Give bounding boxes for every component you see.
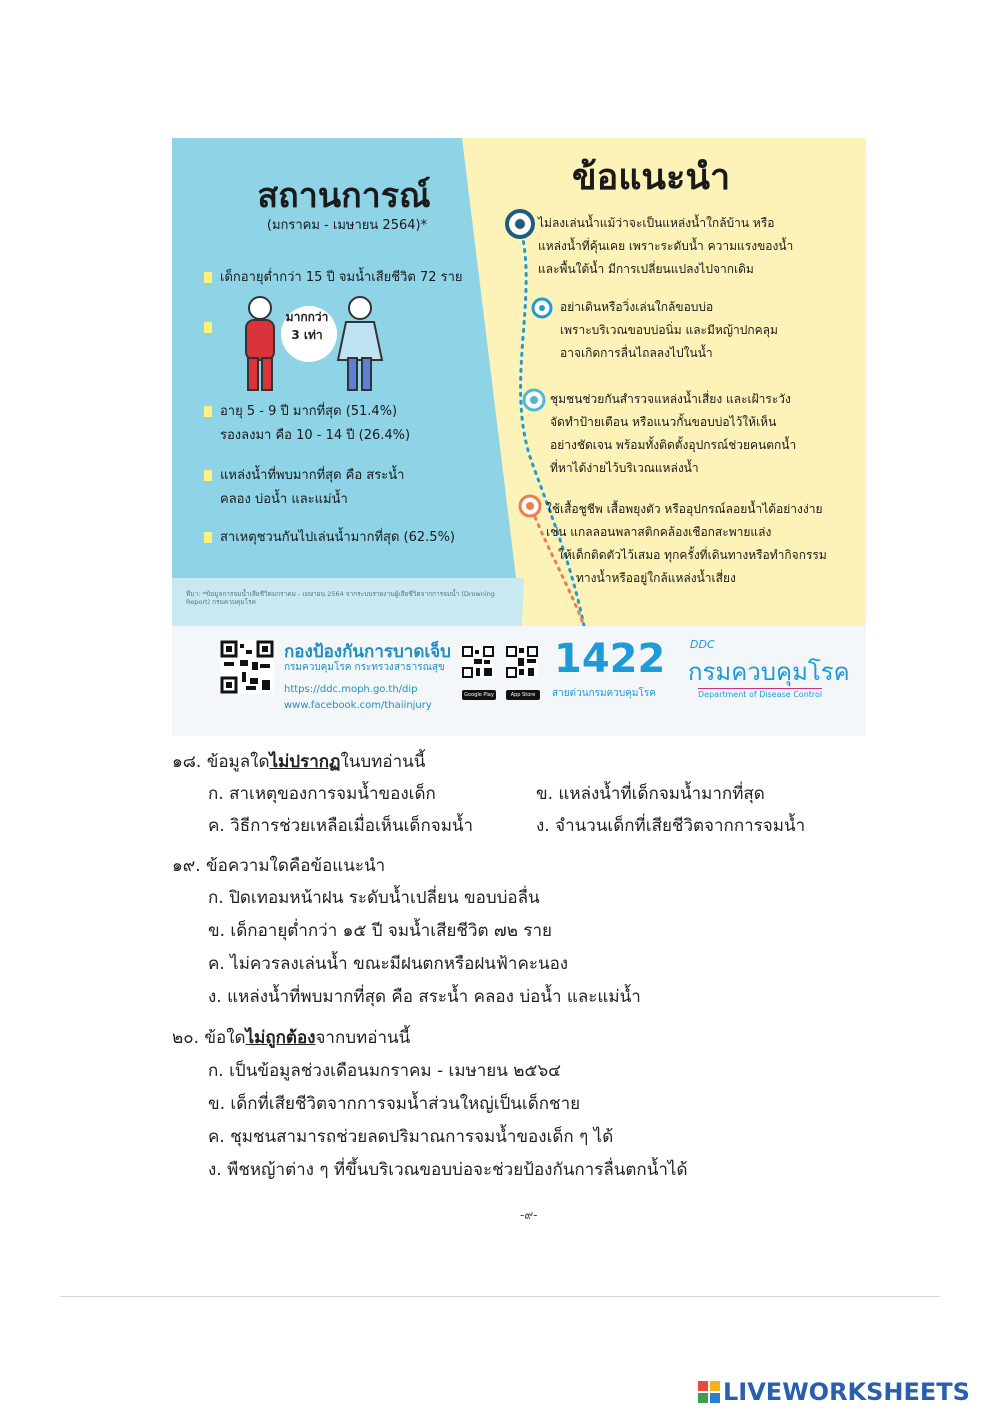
- department-subtitle: กรมควบคุมโรค กระทรวงสาธารณสุข: [284, 662, 445, 673]
- question-19-option-d[interactable]: ง. แหล่งน้ำที่พบมากที่สุด คือ สระน้ำ คลอง บ่อน้ำ และแม่น้ำ: [208, 987, 641, 1007]
- bullet-icon: [204, 406, 212, 417]
- question-20-option-b[interactable]: ข. เด็กที่เสียชีวิตจากการจมน้ำส่วนใหญ่เป็นเด็กชาย: [208, 1094, 581, 1114]
- people-ratio-label: มากกว่า 3 เท่า: [285, 310, 329, 342]
- hotline-number: 1422: [554, 636, 666, 682]
- department-website-link[interactable]: https://ddc.moph.go.th/dip: [284, 684, 418, 695]
- advice-item: ใช้เสื้อชูชีพ เสื้อพยุงตัว หรืออุปกรณ์ลอยน้ำได้อย่างง่าย เช่น แกลลอนพลาสติกคล้องเชือกสะพายแล่ง ให้เด็กติดตัวไว้เสมอ ทุกครั้งที่เดินทางหรือทำกิจกรรม ทางน้ำหรืออยู่ใกล้แหล่งน้ำเสี่ยง: [546, 502, 827, 585]
- liveworksheets-mark-icon: [698, 1381, 720, 1403]
- ddc-english-name: Department of Disease Control: [698, 690, 823, 699]
- app-store-badge[interactable]: App Store: [506, 690, 540, 700]
- situation-item: สาเหตุชวนกันไปเล่นน้ำมากที่สุด (62.5%): [204, 526, 455, 550]
- question-20-option-c[interactable]: ค. ชุมชนสามารถช่วยลดปริมาณการจมน้ำของเด็ก ๆ ได้: [208, 1127, 614, 1147]
- advice-item: ชุมชนช่วยกันสำรวจแหล่งน้ำเสี่ยง และเฝ้าระวัง จัดทำป้ายเตือน หรือแนวกั้นขอบบ่อไว้ให้เห็น อย่างชัดเจน พร้อมทั้งติดตั้งอุปกรณ์ช่วยคนตกน้ำ ที่หาได้ง่ายไว้บริเวณแหล่งน้ำ: [550, 392, 797, 475]
- question-20-option-a[interactable]: ก. เป็นข้อมูลช่วงเดือนมกราคม - เมษายน ๒๕๖๔: [208, 1061, 562, 1081]
- situation-item: เด็กอายุต่ำกว่า 15 ปี จมน้ำเสียชีวิต 72 ราย: [204, 266, 463, 290]
- question-18-option-a[interactable]: ก. สาเหตุของการจมน้ำของเด็ก: [208, 784, 436, 804]
- question-18-stem: ๑๘. ข้อมูลใดไม่ปรากฏในบทอ่านนี้: [172, 752, 426, 772]
- source-note: ที่มา: *ข้อมูลการจมน้ำเสียชีวิตมกราคม - เมษายน 2564 จากระบบรายงานผู้เสียชีวิตจากการจมน้ำ (Drowning Report) กรมควบคุมโรค: [186, 590, 495, 606]
- ddc-logo-name: กรมควบคุมโรค: [688, 658, 850, 686]
- divider: [60, 1296, 940, 1297]
- page-number: -๙-: [520, 1208, 538, 1222]
- advice-title: ข้อแนะนำ: [572, 157, 731, 198]
- bullet-icon: [204, 322, 212, 333]
- question-19-option-b[interactable]: ข. เด็กอายุต่ำกว่า ๑๕ ปี จมน้ำเสียชีวิต ๗๒ ราย: [208, 921, 552, 941]
- question-20-option-d[interactable]: ง. พืชหญ้าต่าง ๆ ที่ขึ้นบริเวณขอบบ่อจะช่วยป้องกันการลื่นตกน้ำได้: [208, 1160, 688, 1180]
- situation-subtitle: (มกราคม - เมษายน 2564)*: [266, 218, 428, 233]
- question-18-option-b[interactable]: ข. แหล่งน้ำที่เด็กจมน้ำมากที่สุด: [536, 784, 765, 804]
- bullet-icon: [204, 470, 212, 481]
- question-19-option-a[interactable]: ก. ปิดเทอมหน้าฝน ระดับน้ำเปลี่ยน ขอบบ่อลื่น: [208, 888, 540, 908]
- department-facebook-link[interactable]: www.facebook.com/thaiinjury: [284, 700, 432, 711]
- question-19-stem: ๑๙. ข้อความใดคือข้อแนะนำ: [172, 856, 386, 876]
- situation-title: สถานการณ์: [257, 176, 431, 216]
- bullet-icon: [204, 532, 212, 543]
- question-18-option-c[interactable]: ค. วิธีการช่วยเหลือเมื่อเห็นเด็กจมน้ำ: [208, 816, 474, 836]
- infographic-poster: [172, 138, 866, 736]
- question-18-option-d[interactable]: ง. จำนวนเด็กที่เสียชีวิตจากการจมน้ำ: [536, 816, 806, 836]
- qr-code-icon: [506, 646, 538, 678]
- liveworksheets-logo: LIVEWORKSHEETS: [698, 1378, 970, 1406]
- qr-code-icon: [220, 640, 274, 694]
- department-name: กองป้องกันการบาดเจ็บ: [284, 642, 451, 662]
- question-19-option-c[interactable]: ค. ไม่ควรลงเล่นน้ำ ขณะมีฝนตกหรือฝนฟ้าคะนอง: [208, 954, 569, 974]
- google-play-badge[interactable]: Google Play: [462, 690, 496, 700]
- ddc-abbreviation: DDC: [690, 638, 715, 651]
- advice-item: ไม่ลงเล่นน้ำแม้ว่าจะเป็นแหล่งน้ำใกล้บ้าน หรือ แหล่งน้ำที่คุ้นเคย เพราะระดับน้ำ ความแรงของน้ำ และพื้นใต้น้ำ มีการเปลี่ยนแปลงไปจากเดิม: [538, 216, 794, 276]
- hotline-label: สายด่วนกรมควบคุมโรค: [552, 688, 656, 699]
- situation-item: แหล่งน้ำที่พบมากที่สุด คือ สระน้ำ คลอง บ่อน้ำ และแม่น้ำ: [204, 464, 404, 512]
- advice-item: อย่าเดินหรือวิ่งเล่นใกล้ขอบบ่อ เพราะบริเวณขอบบ่อนิ่ม และมีหญ้าปกคลุม อาจเกิดการลื่นไถลลงไปในน้ำ: [560, 300, 778, 360]
- qr-code-icon: [462, 646, 494, 678]
- question-20-stem: ๒๐. ข้อใดไม่ถูกต้องจากบทอ่านนี้: [172, 1028, 411, 1048]
- bullet-icon: [204, 272, 212, 283]
- situation-item: อายุ 5 - 9 ปี มากที่สุด (51.4%) รองลงมา คือ 10 - 14 ปี (26.4%): [204, 400, 410, 448]
